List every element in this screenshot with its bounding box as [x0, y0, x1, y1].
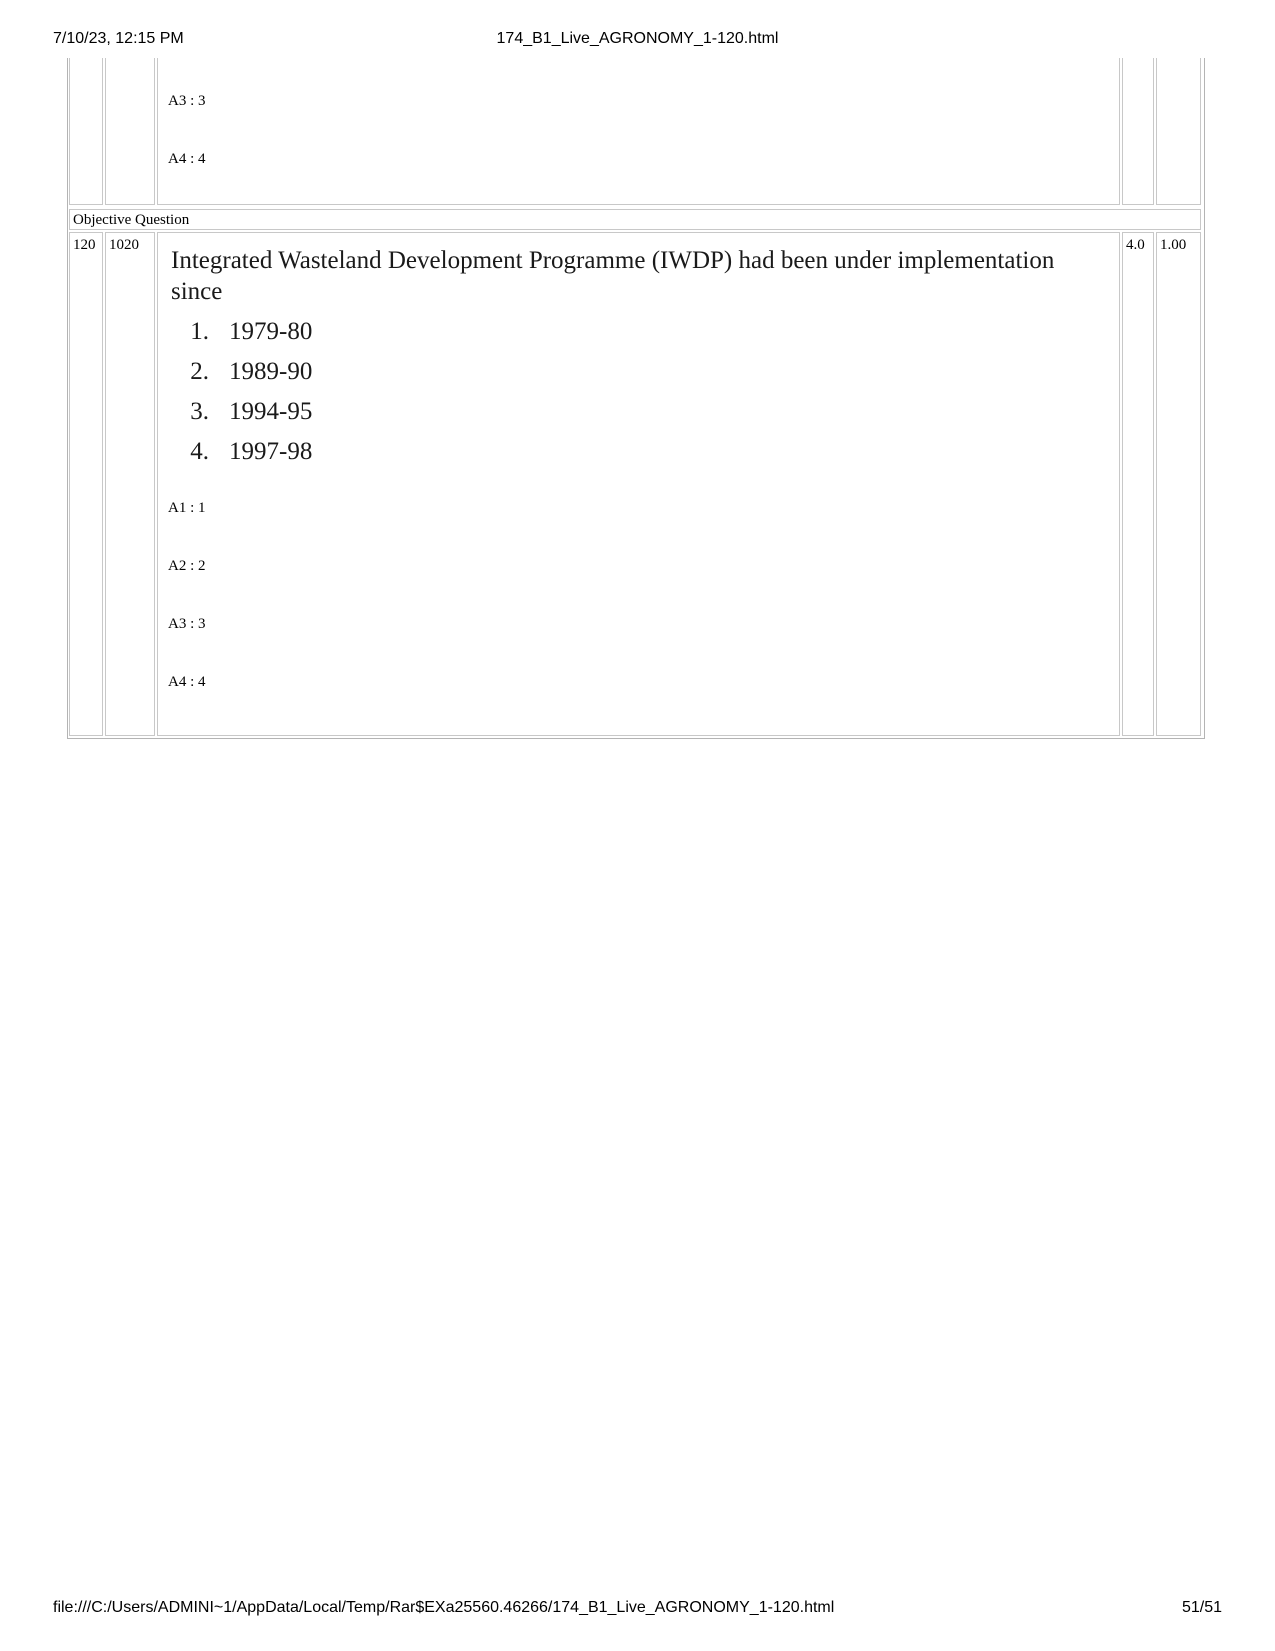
prev-answer-4: A4 : 4 [168, 151, 206, 167]
option-4-text: 1997-98 [229, 438, 313, 465]
print-doc-title: 174_B1_Live_AGRONOMY_1-120.html [496, 30, 779, 47]
print-page-number: 51/51 [1181, 1599, 1222, 1616]
print-datetime: 7/10/23, 12:15 PM [53, 30, 184, 47]
prev-answer-3: A3 : 3 [168, 93, 206, 109]
print-footer [0, 1599, 1275, 1621]
answer-1: A1 : 1 [168, 500, 206, 516]
option-1-text: 1979-80 [229, 318, 313, 345]
question-qid: 1020 [109, 237, 139, 253]
option-2-text: 1989-90 [229, 358, 313, 385]
question-marks: 4.0 [1126, 237, 1145, 253]
print-header [0, 30, 1275, 52]
answer-2: A2 : 2 [168, 558, 206, 574]
question-sno: 120 [73, 237, 96, 253]
question-text: Integrated Wasteland Development Programme (IWDP) had been under implementation since [171, 247, 1055, 305]
section-label: Objective Question [73, 212, 190, 228]
print-file-url: file:///C:/Users/ADMINI~1/AppData/Local/Temp/Rar$EXa25560.46266/174_B1_Live_AGRONOMY_1-120.html [53, 1599, 835, 1616]
option-1-number: 1. [190, 318, 209, 345]
question-negative-marks: 1.00 [1160, 237, 1187, 253]
answer-3: A3 : 3 [168, 616, 206, 632]
option-4-number: 4. [190, 438, 209, 465]
option-3-number: 3. [190, 398, 209, 425]
table-outer-border [67, 58, 1205, 739]
option-2-number: 2. [190, 358, 209, 385]
answer-4: A4 : 4 [168, 674, 206, 690]
option-3-text: 1994-95 [229, 398, 313, 425]
